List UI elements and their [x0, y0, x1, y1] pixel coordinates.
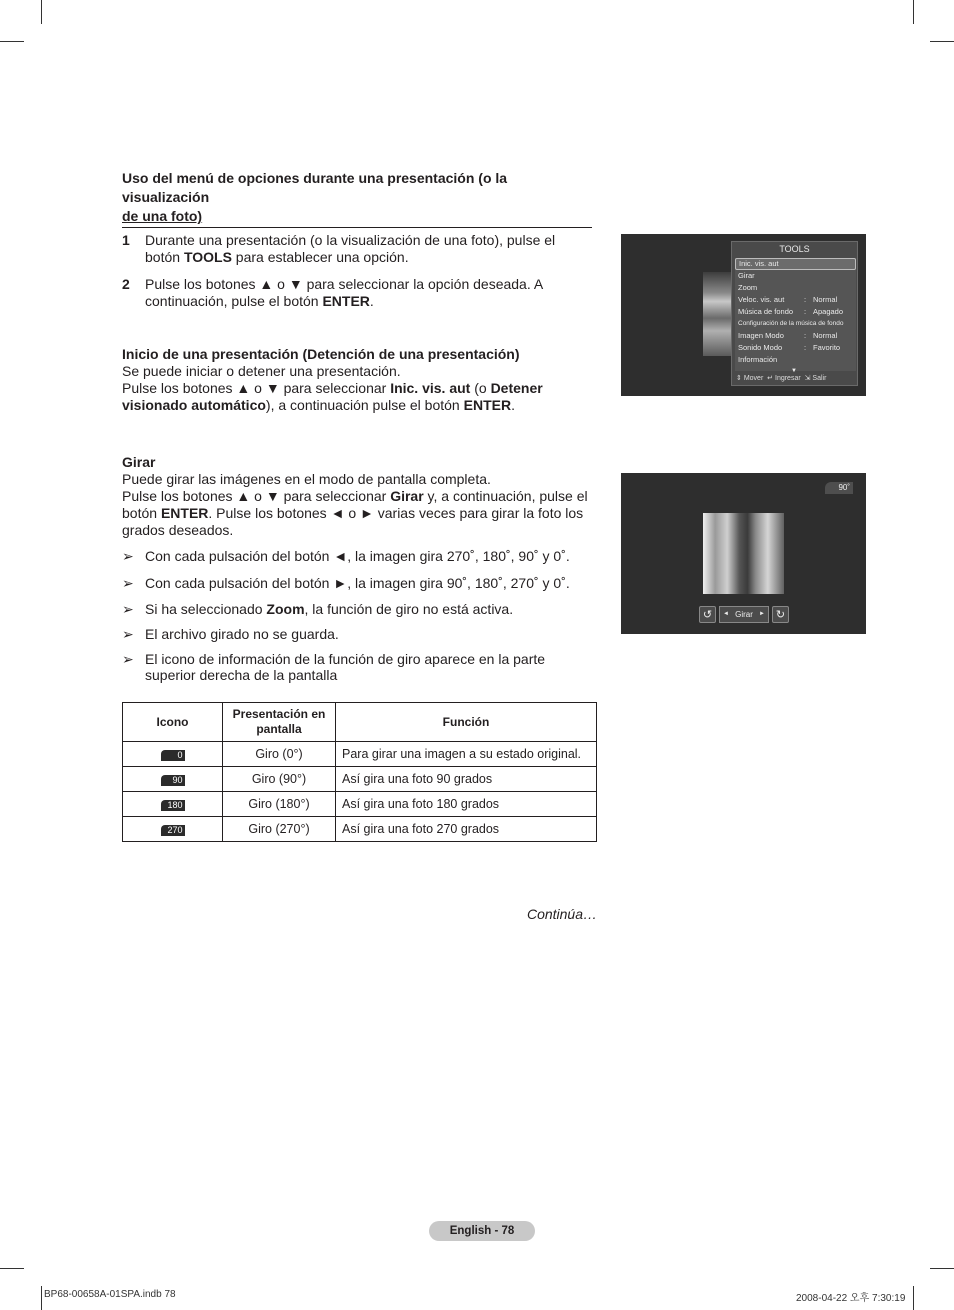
text: .	[511, 397, 515, 413]
note	[122, 627, 597, 643]
arrow-icon: ➢	[122, 575, 134, 591]
note-text: El icono de información de la función de giro aparece en la parte superior derecha de la pantalla	[145, 651, 546, 683]
step-text: Pulse los botones ▲ o ▼ para seleccionar la opción deseada. A continuación, pulse el botón	[145, 276, 543, 309]
step-number: 2	[122, 276, 130, 292]
step-2	[122, 276, 592, 310]
rotate-selector[interactable]	[719, 606, 769, 623]
colon: :	[804, 331, 807, 340]
step-text: Durante una presentación (o la visualización de una foto), pulse el botón	[145, 232, 556, 265]
table-cell-icon	[123, 817, 223, 842]
tools-item-label: Zoom	[738, 283, 758, 292]
crop-mark	[913, 1286, 914, 1310]
text: Pulse los botones ▲ o ▼ para seleccionar	[122, 488, 391, 504]
tools-title: TOOLS	[779, 244, 810, 254]
tools-menu-panel	[731, 241, 858, 386]
step-text: para establecer una opción.	[231, 249, 409, 265]
tools-item-picture-mode[interactable]	[735, 330, 856, 342]
tools-item-value: Favorito	[813, 343, 841, 352]
heading-line2: de una foto)	[122, 208, 203, 224]
tools-item-rotate[interactable]	[735, 270, 856, 282]
bold-text: Inic. vis. aut	[390, 380, 471, 396]
rotation-badge-icon: 0	[161, 750, 185, 761]
text: Pulse los botones ▲ o ▼ para seleccionar	[122, 380, 391, 396]
colon: :	[804, 295, 807, 304]
slideshow-title: Inicio de una presentación (Detención de una presentación)	[122, 346, 520, 362]
tools-item-label: Sonido Modo	[738, 343, 783, 352]
rotation-badge-icon: 90	[161, 775, 185, 786]
table-cell: Giro (270°)	[223, 817, 336, 842]
note-text: El archivo girado no se guarda.	[145, 626, 339, 642]
colon: :	[804, 343, 807, 352]
table-cell-icon	[123, 792, 223, 817]
rotate-section	[122, 454, 597, 539]
section-heading	[122, 169, 592, 228]
table-cell: Para girar una imagen a su estado original.	[336, 742, 597, 767]
page-number: English - 78	[429, 1221, 535, 1241]
rotation-table	[122, 702, 597, 842]
arrow-icon: ➢	[122, 548, 134, 564]
bold-text: Girar	[390, 488, 424, 504]
note-text: , la función de giro no está activa.	[304, 601, 514, 617]
tools-item-label: Configuración de la música de fondo	[738, 320, 844, 327]
table-row	[123, 742, 597, 767]
table-header: Icono	[123, 703, 223, 742]
table-row	[123, 817, 597, 842]
table-header: Función	[336, 703, 597, 742]
note-text: Con cada pulsación del botón ►, la imagen gira 90˚, 180˚, 270˚ y 0˚.	[145, 575, 570, 591]
footer-enter-label: Ingresar	[775, 375, 801, 382]
step-number: 1	[122, 232, 130, 248]
rotate-line1: Puede girar las imágenes en el modo de pantalla completa.	[122, 471, 491, 487]
arrow-icon: ➢	[122, 651, 134, 667]
step-bold: ENTER	[322, 293, 370, 309]
tools-menu-screen	[621, 234, 866, 396]
text: (o	[470, 380, 491, 396]
crop-mark	[0, 1268, 24, 1269]
footer-exit-label: Salir	[812, 375, 827, 382]
table-cell-icon	[123, 742, 223, 767]
rotate-ccw-icon[interactable]: ↺	[699, 606, 716, 623]
updown-icon: ⇕	[736, 375, 742, 382]
continued-label: Continúa…	[526, 906, 597, 922]
tools-item-label: Inic. vis. aut	[739, 259, 779, 268]
slideshow-section	[122, 346, 597, 414]
table-header: Presentación en pantalla	[223, 703, 336, 742]
table-cell: Giro (90°)	[223, 767, 336, 792]
text: . Pulse los botones ◄ o ► varias veces para girar la foto los grados deseados.	[122, 505, 584, 538]
rotation-badge-icon: 180	[161, 800, 185, 811]
tools-item-start-slideshow[interactable]	[735, 258, 856, 270]
table-header-row	[123, 703, 597, 742]
step-bold: TOOLS	[183, 249, 232, 265]
rotate-screen	[621, 473, 866, 634]
tools-item-sound-mode[interactable]	[735, 342, 856, 354]
tools-item-information[interactable]	[735, 354, 856, 366]
crop-mark	[0, 41, 24, 42]
table-cell: Giro (0°)	[223, 742, 336, 767]
tools-item-label: Veloc. vis. aut	[738, 295, 785, 304]
crop-mark	[930, 1268, 954, 1269]
tools-item-value: Normal	[813, 331, 838, 340]
slideshow-instructions	[122, 380, 597, 414]
note	[122, 549, 597, 565]
footer-file: BP68-00658A-01SPA.indb 78	[44, 1289, 176, 1300]
table-cell-icon	[123, 767, 223, 792]
bold-text: Detener visionado automático	[122, 380, 543, 413]
note-text: Con cada pulsación del botón ◄, la imagen gira 270˚, 180˚, 90˚ y 0˚.	[145, 548, 570, 564]
bold-text: ENTER	[160, 505, 209, 521]
footer-date: 2008-04-22 오후 7:30:19	[796, 1293, 906, 1304]
step-text: .	[369, 293, 374, 309]
rotate-label: Girar	[735, 610, 753, 619]
tools-list	[735, 258, 856, 374]
table-row	[123, 792, 597, 817]
tools-item-background-music[interactable]	[735, 306, 856, 318]
table-cell: Así gira una foto 180 grados	[336, 792, 597, 817]
crop-mark	[913, 0, 914, 24]
table-row	[123, 767, 597, 792]
rotation-info-icon: 90˚	[825, 482, 853, 494]
tools-item-value: Normal	[813, 295, 838, 304]
rotate-title: Girar	[122, 454, 156, 470]
bold-text: ENTER	[463, 397, 512, 413]
crop-mark	[41, 0, 42, 24]
crop-mark	[930, 41, 954, 42]
colon: :	[804, 307, 807, 316]
crop-mark	[41, 1286, 42, 1310]
tools-item-music-settings[interactable]	[735, 318, 856, 330]
note	[122, 602, 597, 618]
right-arrow-icon[interactable]: ►	[759, 611, 765, 617]
photo-thumbnail	[703, 272, 731, 356]
note	[122, 576, 597, 592]
scroll-down-icon[interactable]: ▼	[791, 368, 797, 374]
tools-item-slideshow-speed[interactable]	[735, 294, 856, 306]
exit-icon: ⇲	[804, 375, 811, 382]
table-cell: Giro (180°)	[223, 792, 336, 817]
tools-item-label: Girar	[738, 271, 755, 280]
note-text: Si ha seleccionado	[145, 601, 267, 617]
rotate-instructions	[122, 488, 597, 539]
tools-item-label: Imagen Modo	[738, 331, 784, 340]
tools-footer	[736, 374, 826, 382]
tools-item-label: Información	[738, 355, 778, 364]
table-cell: Así gira una foto 270 grados	[336, 817, 597, 842]
left-arrow-icon[interactable]: ◄	[723, 611, 729, 617]
arrow-icon: ➢	[122, 626, 134, 642]
rotated-photo	[703, 513, 784, 594]
slideshow-line1: Se puede iniciar o detener una presentación.	[122, 363, 401, 379]
text: ), a continuación pulse el botón	[265, 397, 464, 413]
tools-item-label: Música de fondo	[738, 307, 794, 316]
tools-item-value: Apagado	[813, 307, 844, 316]
note-bold: Zoom	[266, 601, 305, 617]
enter-icon: ↵	[767, 375, 774, 382]
tools-item-zoom[interactable]	[735, 282, 856, 294]
note	[122, 652, 597, 683]
footer-move-label: Mover	[743, 375, 764, 382]
text: y, a continuación, pulse el botón	[122, 488, 588, 521]
rotation-badge-icon: 270	[161, 825, 185, 836]
arrow-icon: ➢	[122, 601, 134, 617]
step-1	[122, 232, 592, 266]
rotate-cw-icon[interactable]: ↻	[772, 606, 789, 623]
heading-line1: Uso del menú de opciones durante una presentación (o la visualización	[122, 170, 508, 205]
table-cell: Así gira una foto 90 grados	[336, 767, 597, 792]
